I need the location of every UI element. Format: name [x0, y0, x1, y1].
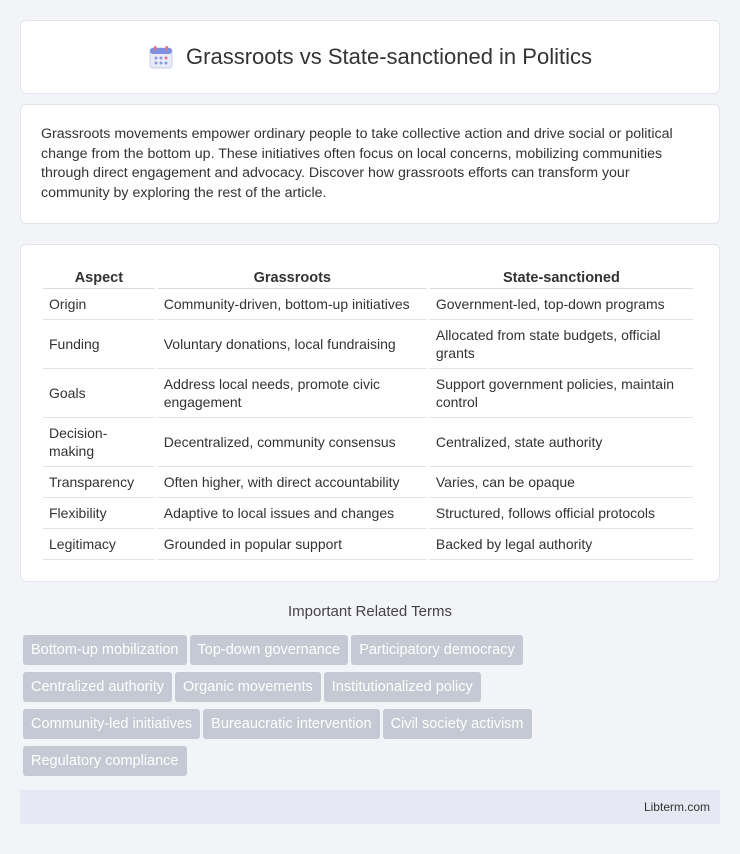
term-tag[interactable]: Institutionalized policy — [324, 672, 481, 702]
table-cell: Community-driven, bottom-up initiatives — [158, 289, 427, 320]
table-cell: Adaptive to local issues and changes — [158, 498, 427, 529]
term-tag[interactable]: Top-down governance — [190, 635, 349, 665]
table-cell: Varies, can be opaque — [430, 467, 693, 498]
term-tag[interactable]: Participatory democracy — [351, 635, 523, 665]
column-header-state-sanctioned: State-sanctioned — [430, 267, 693, 289]
page-title: Grassroots vs State-sanctioned in Politics — [186, 44, 592, 69]
comparison-table — [40, 267, 696, 560]
column-header-grassroots: Grassroots — [158, 267, 427, 289]
term-tag[interactable]: Community-led initiatives — [23, 709, 200, 739]
column-header-aspect: Aspect — [43, 267, 155, 289]
table-cell: Government-led, top-down programs — [430, 289, 693, 320]
footer — [20, 790, 720, 824]
table-row — [43, 320, 693, 369]
table-row — [43, 467, 693, 498]
table-cell: Structured, follows official protocols — [430, 498, 693, 529]
table-row — [43, 289, 693, 320]
table-row — [43, 369, 693, 418]
table-cell: Backed by legal authority — [430, 529, 693, 560]
calendar-grid-icon — [148, 44, 174, 70]
intro-text: Grassroots movements empower ordinary people to take collective action and drive social or political change from the bottom up. These initiatives often focus on local concerns, mobilizing communities through direct engagement and advocacy. Discover how grassroots efforts can transform your community by exploring the rest of the article. — [41, 126, 673, 201]
table-cell: Often higher, with direct accountability — [158, 467, 427, 498]
table-cell: Funding — [43, 320, 155, 369]
table-row — [43, 529, 693, 560]
related-terms-heading: Important Related Terms — [288, 603, 452, 620]
term-tag[interactable]: Organic movements — [175, 672, 321, 702]
term-tag[interactable]: Centralized authority — [23, 672, 172, 702]
table-cell: Grounded in popular support — [158, 529, 427, 560]
header-card — [20, 20, 720, 94]
table-cell: Decentralized, community consensus — [158, 418, 427, 467]
table-cell: Voluntary donations, local fundraising — [158, 320, 427, 369]
table-row — [43, 498, 693, 529]
intro-card — [20, 104, 720, 224]
table-cell: Allocated from state budgets, official grants — [430, 320, 693, 369]
table-cell: Decision-making — [43, 418, 155, 467]
term-tag[interactable]: Bureaucratic intervention — [203, 709, 379, 739]
term-tag[interactable]: Civil society activism — [383, 709, 532, 739]
footer-brand-link[interactable]: Libterm.com — [643, 800, 710, 814]
table-header-row — [43, 267, 693, 289]
table-row — [43, 418, 693, 467]
related-terms-list — [23, 635, 723, 783]
table-cell: Support government policies, maintain control — [430, 369, 693, 418]
term-tag[interactable]: Regulatory compliance — [23, 746, 187, 776]
comparison-table-card — [20, 244, 720, 582]
table-cell: Address local needs, promote civic engagement — [158, 369, 427, 418]
table-cell: Centralized, state authority — [430, 418, 693, 467]
table-cell: Goals — [43, 369, 155, 418]
table-cell: Origin — [43, 289, 155, 320]
term-tag[interactable]: Bottom-up mobilization — [23, 635, 187, 665]
table-cell: Transparency — [43, 467, 155, 498]
table-cell: Flexibility — [43, 498, 155, 529]
table-cell: Legitimacy — [43, 529, 155, 560]
